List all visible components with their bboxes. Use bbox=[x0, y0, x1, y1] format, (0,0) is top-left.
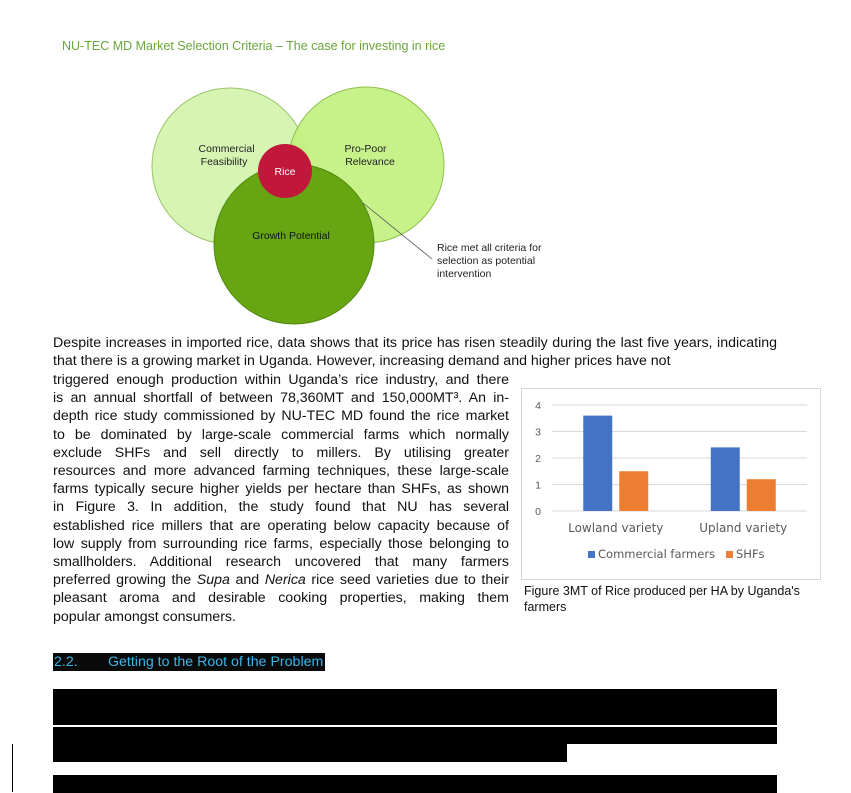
x-category-label: Lowland variety bbox=[568, 521, 664, 535]
line-text-post: rice seed varieties due to their bbox=[305, 572, 509, 589]
redacted-block bbox=[53, 744, 567, 762]
bar-shfs bbox=[747, 479, 776, 511]
redacted-block bbox=[53, 775, 777, 793]
x-category-label: Upland variety bbox=[699, 521, 788, 535]
venn-label-commercial: Commercial Feasibility bbox=[198, 143, 255, 168]
section-title: Getting to the Root of the Problem bbox=[108, 654, 324, 670]
paragraph-line: established rice millers that are operating below capacity because of bbox=[53, 517, 509, 534]
paragraph-line: depth rice study commissioned by NU-TEC MD found the rice market bbox=[53, 408, 509, 425]
paragraph-line: low supply from surrounding rice farms, especially those belonging to bbox=[53, 535, 509, 552]
bar-commercial bbox=[583, 416, 612, 511]
callout-text: Rice met all criteria for selection as potential intervention bbox=[437, 242, 542, 280]
variety-supa: Supa bbox=[196, 572, 230, 589]
legend-label: Commercial farmers bbox=[598, 547, 716, 561]
y-tick-label: 0 bbox=[535, 506, 541, 518]
paragraph-line: resources and more advanced farming techniques, these large-scale bbox=[53, 463, 509, 480]
venn-label-pro-poor: Pro-Poor Relevance bbox=[344, 143, 395, 168]
y-tick-label: 2 bbox=[535, 453, 541, 465]
y-tick-label: 3 bbox=[535, 426, 541, 439]
legend-label: SHFs bbox=[736, 547, 765, 561]
margin-change-bar bbox=[12, 744, 13, 792]
y-tick-label: 4 bbox=[535, 400, 541, 412]
legend-swatch bbox=[726, 551, 733, 558]
venn-diagram bbox=[0, 0, 851, 330]
figure-caption: Figure 3MT of Rice produced per HA by Uganda's farmers bbox=[524, 584, 800, 614]
paragraph-line: pleasant aroma and desirable cooking properties, making them bbox=[53, 590, 509, 607]
venn-label-growth: Growth Potential bbox=[252, 230, 330, 242]
redacted-block bbox=[53, 727, 777, 744]
body-paragraph-continued bbox=[53, 371, 509, 626]
page-header: NU-TEC MD Market Selection Criteria – The case for investing in rice bbox=[62, 39, 446, 53]
paragraph-line-varieties bbox=[53, 571, 509, 589]
line-text-mid: and bbox=[229, 572, 265, 589]
body-paragraph-intro: Despite increases in imported rice, data shows that its price has risen steadily during the last five years, indicating that there is a growing market in Uganda. However, increasing demand and higher prices have not bbox=[53, 335, 777, 370]
chart-canvas bbox=[522, 389, 822, 581]
paragraph-line: triggered enough production within Uganda’s rice industry, and there bbox=[53, 372, 509, 388]
bar-commercial bbox=[711, 447, 740, 511]
paragraph-line: popular amongst consumers. bbox=[53, 608, 236, 625]
variety-nerica: Nerica bbox=[264, 572, 306, 589]
bar-shfs bbox=[619, 471, 648, 511]
paragraph-line: farms typically secure higher yields per hectare than SHFs, as shown bbox=[53, 481, 509, 498]
paragraph-line: in Figure 3. In addition, the study found that NU has several bbox=[53, 499, 509, 516]
venn-label-rice: Rice bbox=[274, 166, 296, 178]
paragraph-line: smallholders. Additional research uncovered that many farmers bbox=[53, 554, 509, 571]
section-number: 2.2. bbox=[54, 654, 78, 670]
legend-swatch bbox=[588, 551, 595, 558]
redacted-block bbox=[53, 689, 777, 725]
line-text-pre: preferred growing the bbox=[53, 572, 197, 589]
section-heading bbox=[53, 653, 325, 671]
paragraph-line: is an annual shortfall of between 78,360MT and 150,000MT³. An in- bbox=[53, 390, 509, 407]
paragraph-line: to be dominated by large-scale commercial farms which normally bbox=[53, 426, 509, 443]
y-tick-label: 1 bbox=[535, 479, 541, 492]
yield-bar-chart bbox=[521, 388, 821, 580]
paragraph-line: exclude SHFs and sell directly to millers. By utilising greater bbox=[53, 444, 509, 461]
